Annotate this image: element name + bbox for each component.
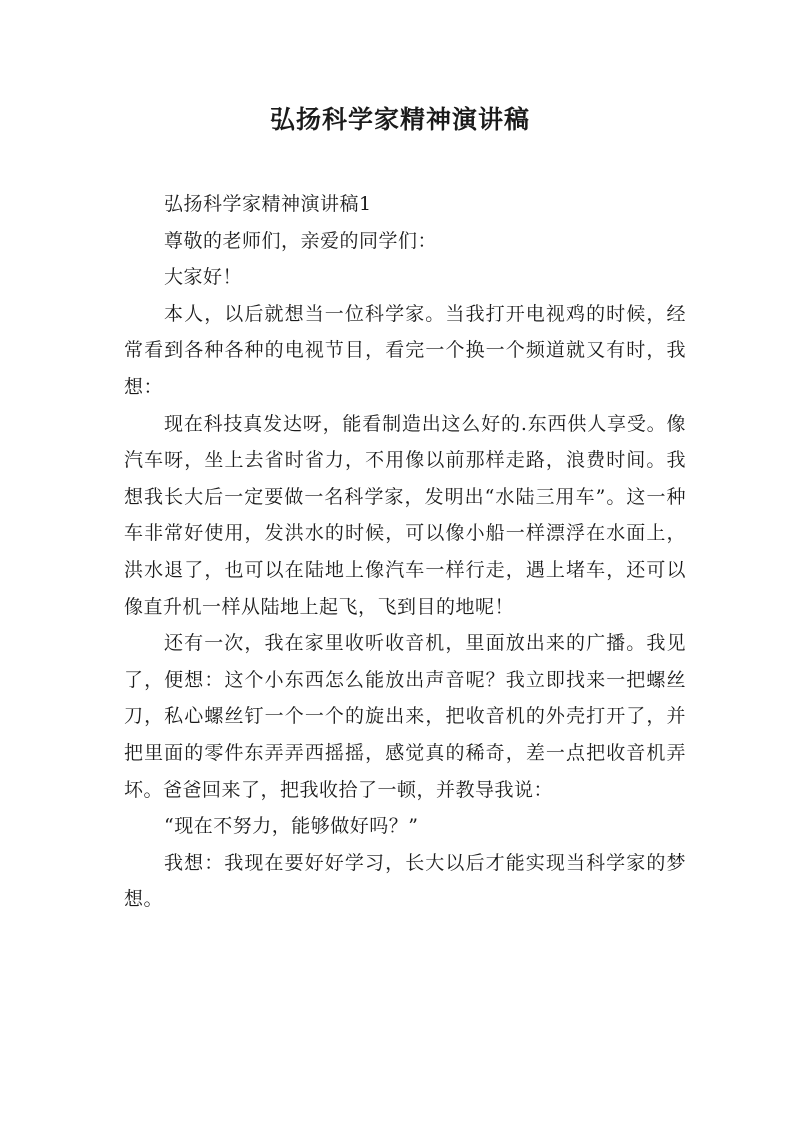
paragraph-body: 现在科技真发达呀，能看制造出这么好的.东西供人享受。像汽车呀，坐上去省时省力，不用像以前那样走路，浪费时间。我想我长大后一定要做一名科学家，发明出“水陆三用车”。这一种车非常好使用，发洪水的时候，可以像小船一样漂浮在水面上，洪水退了，也可以在陆地上像汽车一样行走，遇上堵车，还可以像直升机一样从陆地上起飞，飞到目的地呢！ [124,412,686,618]
paragraph-body: 还有一次，我在家里收听收音机，里面放出来的广播。我见了，便想：这个小东西怎么能放出声音呢？我立即找来一把螺丝刀，私心螺丝钉一个一个的旋出来，把收音机的外壳打开了，并把里面的零件东弄弄西摇摇，感觉真的稀奇，差一点把收音机弄坏。爸爸回来了，把我收拾了一顿，并教导我说： [124,632,686,801]
document-body [124,186,686,918]
paragraph-salutation: 尊敬的老师们，亲爱的同学们： [164,229,438,252]
paragraph-body: 本人，以后就想当一位科学家。当我打开电视鸡的时候，经常看到各种各种的电视节目，看完一个换一个频道就又有时，我想： [124,302,686,398]
paragraph-body: 我想：我现在要好好学习，长大以后才能实现当科学家的梦想。 [124,851,686,911]
paragraph-quote: “现在不努力，能够做好吗？” [164,815,419,838]
paragraph-greeting: 大家好！ [164,266,243,289]
document-title: 弘扬科学家精神演讲稿 [269,105,530,134]
paragraph-subtitle: 弘扬科学家精神演讲稿1 [164,193,372,215]
